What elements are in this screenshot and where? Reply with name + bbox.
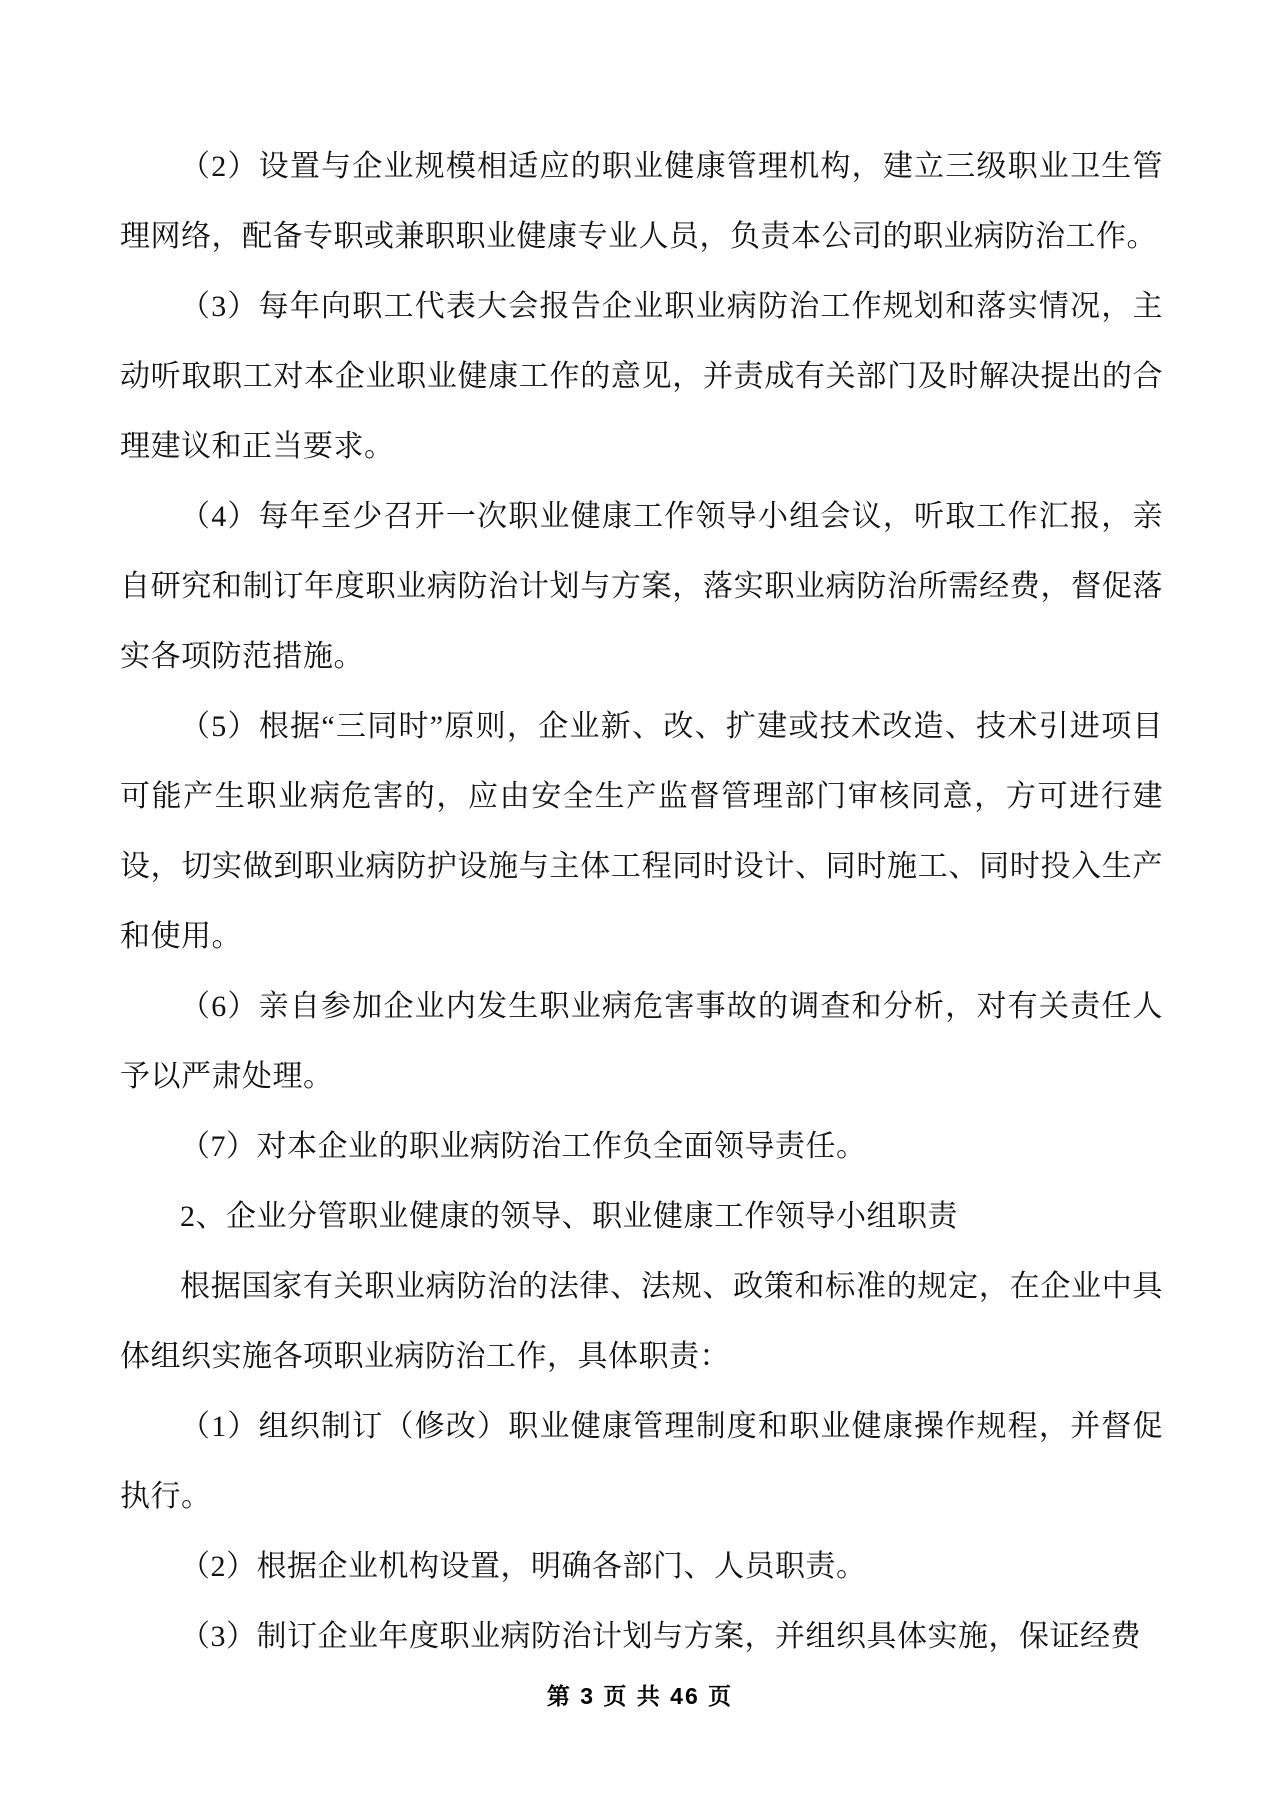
paragraph-section2-item-1: （1）组织制订（修改）职业健康管理制度和职业健康操作规程，并督促执行。 — [120, 1410, 1163, 1513]
paragraph-section2-intro: 根据国家有关职业病防治的法律、法规、政策和标准的规定，在企业中具体组织实施各项职业病防治工作，具体职责： — [120, 1270, 1163, 1373]
paragraph-section2-item-2: （2）根据企业机构设置，明确各部门、人员职责。 — [180, 1550, 867, 1583]
section-heading-2: 2、企业分管职业健康的领导、职业健康工作领导小组职责 — [180, 1200, 958, 1233]
page-number-footer: 第 3 页 共 46 页 — [546, 1683, 734, 1709]
paragraph-item-7: （7）对本企业的职业病防治工作负全面领导责任。 — [180, 1130, 867, 1163]
document-text-area — [120, 132, 1163, 1672]
paragraph-section2-item-3: （3）制订企业年度职业病防治计划与方案，并组织具体实施，保证经费 — [180, 1620, 1141, 1653]
paragraph-item-5: （5）根据“三同时”原则，企业新、改、扩建或技术改造、技术引进项目可能产生职业病危害的，应由安全生产监督管理部门审核同意，方可进行建设，切实做到职业病防护设施与主体工程同时设计、同时施工、同时投入生产和使用。 — [120, 710, 1163, 953]
paragraph-item-4: （4）每年至少召开一次职业健康工作领导小组会议，听取工作汇报，亲自研究和制订年度职业病防治计划与方案，落实职业病防治所需经费，督促落实各项防范措施。 — [120, 500, 1163, 673]
paragraph-item-3: （3）每年向职工代表大会报告企业职业病防治工作规划和落实情况，主动听取职工对本企业职业健康工作的意见，并责成有关部门及时解决提出的合理建议和正当要求。 — [120, 290, 1163, 463]
paragraph-item-2: （2）设置与企业规模相适应的职业健康管理机构，建立三级职业卫生管理网络，配备专职或兼职职业健康专业人员，负责本公司的职业病防治工作。 — [120, 150, 1163, 253]
paragraph-item-6: （6）亲自参加企业内发生职业病危害事故的调查和分析，对有关责任人予以严肃处理。 — [120, 990, 1163, 1093]
